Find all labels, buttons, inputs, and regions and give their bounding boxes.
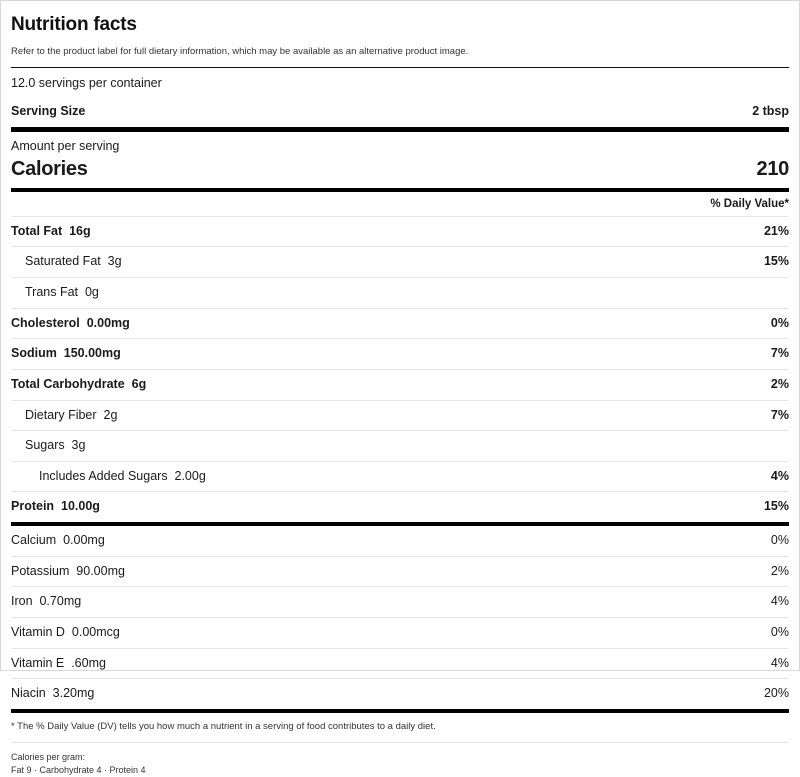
nutrient-row <box>11 401 789 431</box>
vitamin-row <box>11 557 789 587</box>
nutrient-daily-value: 21% <box>763 223 789 238</box>
nutrient-daily-value: 0% <box>770 315 789 330</box>
vitamin-row <box>11 587 789 617</box>
nutrient-name: Protein 10.00g <box>11 499 100 514</box>
vitamin-daily-value: 4% <box>770 655 789 670</box>
nutrient-name: Cholesterol 0.00mg <box>11 315 130 330</box>
calories-row <box>11 157 789 188</box>
vitamin-daily-value: 20% <box>763 686 789 701</box>
nutrient-daily-value: 2% <box>770 376 789 391</box>
calories-per-gram-block <box>11 743 789 777</box>
vitamin-name: Vitamin E .60mg <box>11 655 106 670</box>
nutrient-name: Saturated Fat 3g <box>25 254 122 269</box>
vitamin-daily-value: 0% <box>770 624 789 639</box>
calories-per-gram-values: Fat 9 · Carbohydrate 4 · Protein 4 <box>11 764 146 775</box>
vitamin-row <box>11 618 789 648</box>
nutrient-name: Sugars 3g <box>25 438 86 453</box>
vitamin-name: Iron 0.70mg <box>11 594 82 609</box>
nutrient-name: Total Carbohydrate 6g <box>11 376 147 391</box>
calories-label: Calories <box>11 157 88 180</box>
calories-value: 210 <box>756 157 789 180</box>
nutrient-name: Trans Fat 0g <box>25 285 99 300</box>
vitamin-daily-value: 0% <box>770 533 789 548</box>
nutrient-daily-value: 4% <box>770 468 789 483</box>
nutrient-daily-value: 15% <box>763 499 789 514</box>
nutrient-row <box>11 217 789 247</box>
daily-value-footnote: * The % Daily Value (DV) tells you how much a nutrient in a serving of food contributes to a daily diet. <box>11 720 436 732</box>
nutrient-name: Includes Added Sugars 2.00g <box>39 468 206 483</box>
vitamin-list <box>11 526 789 709</box>
daily-value-header: % Daily Value* <box>710 197 789 210</box>
nutrient-row <box>11 278 789 308</box>
nutrient-row <box>11 247 789 277</box>
serving-size-row <box>11 97 789 127</box>
vitamin-name: Calcium 0.00mg <box>11 533 105 548</box>
nutrient-daily-value: 7% <box>770 346 789 361</box>
product-label-note: Refer to the product label for full dietary information, which may be available as an alternative product image. <box>11 45 469 57</box>
serving-size-label: Serving Size <box>11 104 86 119</box>
vitamin-name: Potassium 90.00mg <box>11 563 125 578</box>
vitamin-row <box>11 649 789 679</box>
nutrient-name: Sodium 150.00mg <box>11 346 121 361</box>
vitamin-daily-value: 4% <box>770 594 789 609</box>
servings-per-container: 12.0 servings per container <box>11 76 162 91</box>
nutrient-list <box>11 216 789 522</box>
vitamin-daily-value: 2% <box>770 563 789 578</box>
nutrient-row <box>11 462 789 492</box>
nutrient-daily-value: 15% <box>763 254 789 269</box>
nutrient-name: Dietary Fiber 2g <box>25 407 118 422</box>
nutrient-name: Total Fat 16g <box>11 223 91 238</box>
page-title: Nutrition facts <box>11 14 137 35</box>
nutrient-row <box>11 339 789 369</box>
nutrient-row <box>11 370 789 400</box>
nutrient-row <box>11 309 789 339</box>
vitamin-name: Vitamin D 0.00mcg <box>11 624 120 639</box>
vitamin-row <box>11 679 789 709</box>
serving-size-value: 2 tbsp <box>752 104 789 119</box>
vitamin-row <box>11 526 789 556</box>
nutrient-row <box>11 431 789 461</box>
nutrient-daily-value: 7% <box>770 407 789 422</box>
amount-per-serving-label: Amount per serving <box>11 138 120 153</box>
vitamin-name: Niacin 3.20mg <box>11 686 95 701</box>
calories-per-gram-label: Calories per gram: <box>11 751 86 762</box>
nutrient-row <box>11 492 789 522</box>
